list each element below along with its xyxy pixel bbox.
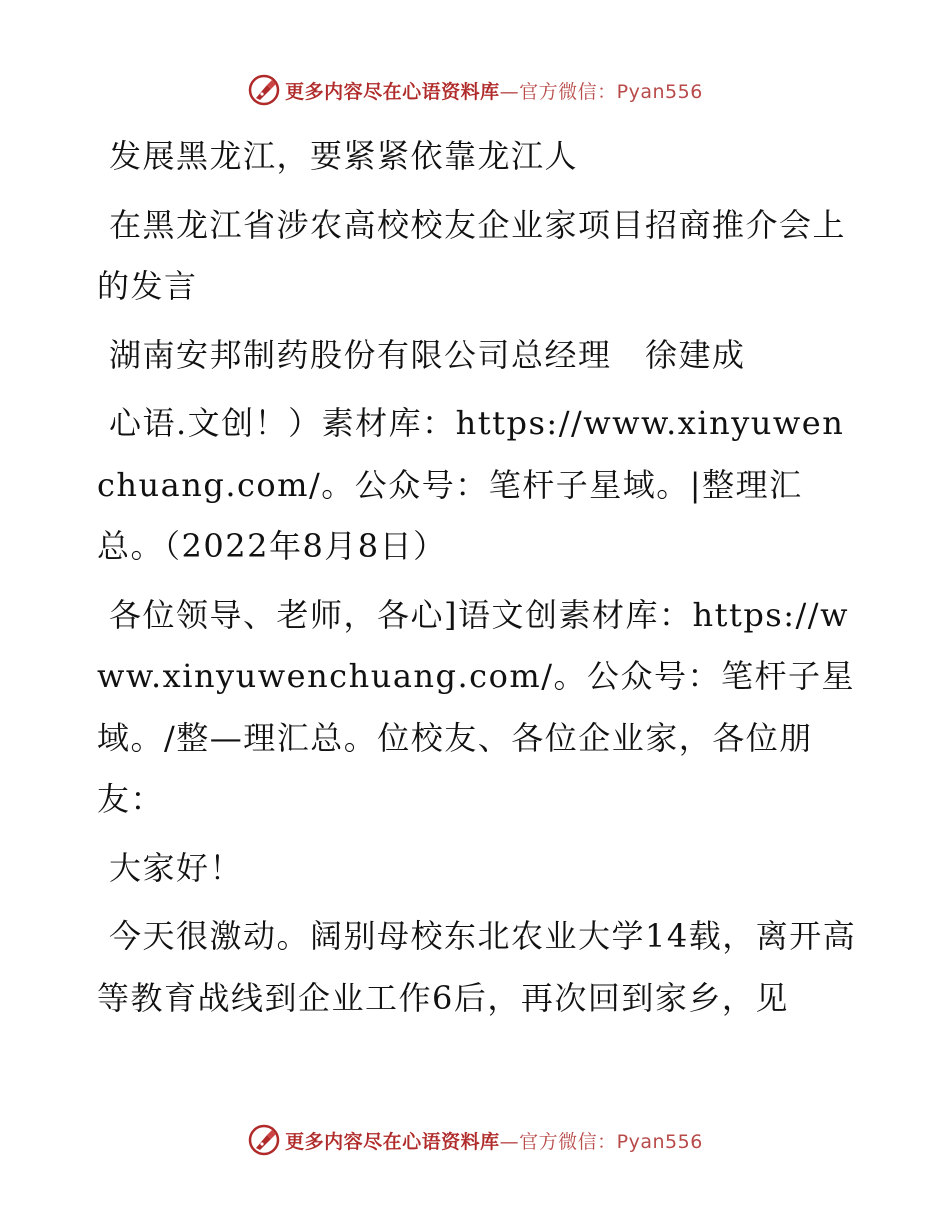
footer-wechat-text: 官方微信：Pyan556 [519,1130,703,1153]
footer-banner [0,1120,950,1160]
document-author-text: 湖南安邦制药股份有限公司总经理 徐建成 [109,335,746,374]
greeting-text: 大家好！ [109,848,244,887]
header-wechat-text: 官方微信：Pyan556 [519,80,703,103]
greeting [97,838,857,900]
document-subtitle-text: 在黑龙江省涉农高校校友企业家项目招商推介会上的发言 [97,205,847,305]
header-banner [0,70,950,110]
pen-nib-logo-icon [247,73,281,107]
body-paragraph-text: 今天很激动。阔别母校东北农业大学14载，离开高等教育战线到企业工作6后，再次回到家乡，见 [97,917,857,1017]
document-subtitle [97,195,857,318]
salutation-text: 各位领导、老师，各心]语文创素材库：https://www.xinyuwenchuang.com/。公众号：笔杆子星域。/整—理汇总。位校友、各位企业家，各位朋友： [97,595,855,818]
document-body [97,126,857,1036]
document-title [97,126,857,188]
document-author [97,325,857,387]
footer-banner-text [285,1127,703,1154]
source-note-text: 心语.文创！）素材库：https://www.xinyuwenchuang.com/。公众号：笔杆子星域。|整理汇总。（2022年8月8日） [97,404,845,565]
document-title-text: 发展黑龙江，要紧紧依靠龙江人 [109,137,579,175]
header-site-text: 更多内容尽在心语资料库 [285,80,500,103]
body-paragraph [97,906,857,1029]
header-banner-text [285,77,703,104]
footer-site-text: 更多内容尽在心语资料库 [285,1130,500,1153]
source-note [97,393,857,578]
footer-dash: — [499,1130,520,1153]
header-dash: — [499,80,520,103]
pen-nib-logo-icon [247,1123,281,1157]
salutation [97,585,857,831]
